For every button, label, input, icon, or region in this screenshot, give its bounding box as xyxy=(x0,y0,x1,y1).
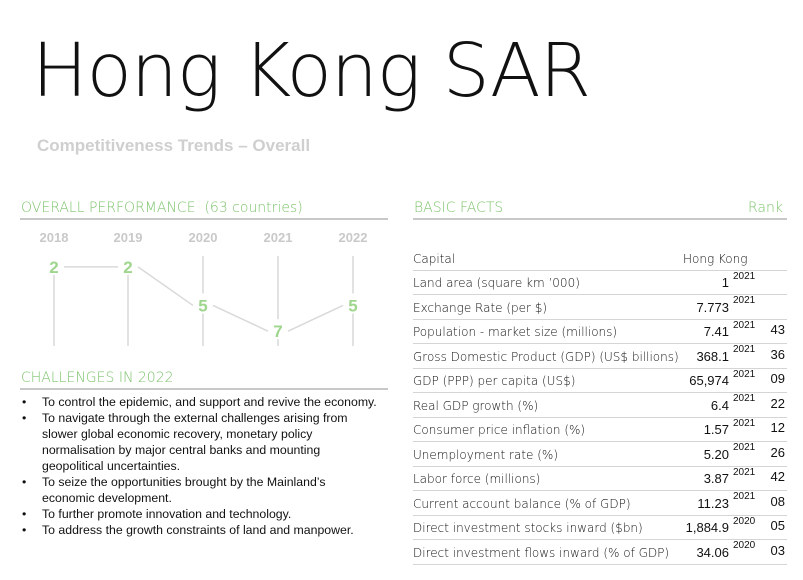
fact-rank: 12 xyxy=(770,420,785,435)
facts-table xyxy=(413,246,787,565)
fact-label: Direct investment stocks inward ($bn) xyxy=(413,521,643,535)
fact-rank: 05 xyxy=(770,518,785,533)
challenge-item: • To seize the opportunities brought by the Mainland’s economic development. xyxy=(20,474,380,506)
year-tick-label: 2022 xyxy=(338,230,368,245)
challenge-item: • To address the growth constraints of land and manpower. xyxy=(20,522,380,538)
fact-value: 7.41 xyxy=(703,324,729,339)
facts-row xyxy=(413,369,787,394)
year-tick-label: 2019 xyxy=(113,230,143,245)
fact-label: Unemployment rate (%) xyxy=(413,447,559,462)
fact-year: 2021 xyxy=(733,442,756,453)
fact-year: 2021 xyxy=(733,270,756,282)
fact-year: 2021 xyxy=(733,466,756,478)
challenges-heading: CHALLENGES IN 2022 xyxy=(21,370,174,386)
facts-capital-row xyxy=(413,246,787,271)
fact-value: 5.20 xyxy=(703,446,729,462)
year-tick-label: 2021 xyxy=(263,230,293,245)
fact-year: 2021 xyxy=(733,393,756,404)
fact-label: Real GDP growth (%) xyxy=(413,398,539,413)
fact-value: 1,884.9 xyxy=(685,520,729,535)
fact-value: 65,974 xyxy=(689,373,729,388)
challenges-rule xyxy=(20,388,388,390)
page-title: Hong Kong SAR xyxy=(32,28,591,114)
capital-label: Capital xyxy=(413,251,456,266)
facts-rank-heading: Rank xyxy=(748,200,783,216)
fact-rank: 22 xyxy=(770,395,785,411)
trend-segment xyxy=(213,305,268,331)
facts-rule xyxy=(413,218,787,220)
facts-row xyxy=(413,295,787,320)
fact-rank: 03 xyxy=(770,542,785,558)
facts-row xyxy=(413,418,787,443)
rank-point-label: 5 xyxy=(348,296,358,316)
fact-label: Current account balance (% of GDP) xyxy=(413,496,631,511)
fact-year: 2020 xyxy=(733,515,756,527)
year-tick-label: 2018 xyxy=(39,230,69,245)
fact-rank: 09 xyxy=(770,371,785,386)
capital-value: Hong Kong xyxy=(683,251,748,266)
facts-heading: BASIC FACTS xyxy=(414,200,504,216)
fact-year: 2021 xyxy=(733,491,756,502)
fact-value: 34.06 xyxy=(696,544,729,560)
fact-rank: 08 xyxy=(770,493,785,509)
fact-value: 6.4 xyxy=(710,397,729,413)
fact-value: 11.23 xyxy=(697,495,729,511)
fact-rank: 26 xyxy=(770,444,785,460)
fact-label: Direct investment flows inward (% of GDP) xyxy=(413,545,670,560)
fact-value: 1 xyxy=(721,275,729,290)
fact-year: 2021 xyxy=(733,368,756,380)
fact-value: 7.773 xyxy=(696,299,729,315)
rank-point-label: 5 xyxy=(198,296,208,316)
challenges-list xyxy=(20,394,380,538)
facts-row xyxy=(413,271,787,296)
fact-value: 368.1 xyxy=(696,348,729,364)
fact-year: 2021 xyxy=(733,319,756,331)
fact-year: 2021 xyxy=(733,417,756,429)
fact-rank: 43 xyxy=(770,322,785,337)
rank-point-label: 2 xyxy=(123,257,133,277)
fact-label: Exchange Rate (per $) xyxy=(413,300,548,315)
facts-row xyxy=(413,467,787,492)
fact-value: 3.87 xyxy=(703,471,729,486)
fact-value: 1.57 xyxy=(703,422,729,437)
performance-chart-svg xyxy=(20,222,390,352)
fact-label: GDP (PPP) per capita (US$) xyxy=(413,374,576,388)
facts-row xyxy=(413,540,787,565)
facts-row xyxy=(413,442,787,467)
performance-heading: OVERALL PERFORMANCE (63 countries) xyxy=(21,200,303,216)
performance-rule xyxy=(20,218,388,220)
fact-label: Land area (square km ’000) xyxy=(413,276,580,290)
page-subtitle: Competitiveness Trends – Overall xyxy=(37,136,311,155)
facts-row xyxy=(413,393,787,418)
fact-year: 2020 xyxy=(733,540,756,551)
facts-row xyxy=(413,491,787,516)
fact-label: Gross Domestic Product (GDP) (US$ billions) xyxy=(413,349,679,364)
rank-point-label: 7 xyxy=(273,322,283,342)
fact-year: 2021 xyxy=(733,344,756,355)
fact-rank: 42 xyxy=(770,469,785,484)
fact-rank: 36 xyxy=(770,346,785,362)
facts-row xyxy=(413,344,787,369)
year-tick-label: 2020 xyxy=(188,230,218,245)
trend-segment xyxy=(288,305,343,331)
challenge-item: • To further promote innovation and technology. xyxy=(20,506,380,522)
challenge-item: • To control the epidemic, and support and revive the economy. xyxy=(20,394,380,410)
challenge-item: • To navigate through the external challenges arising from slower global economic recovery, monetary policy normalisation by major central banks and mounting geopolitical uncertainties. xyxy=(20,410,380,474)
facts-row xyxy=(413,516,787,541)
performance-chart xyxy=(20,222,390,352)
facts-row xyxy=(413,320,787,345)
rank-point-label: 2 xyxy=(49,257,59,277)
fact-label: Population - market size (millions) xyxy=(413,325,618,339)
fact-label: Consumer price inflation (%) xyxy=(413,423,586,437)
trend-segment xyxy=(138,267,193,306)
fact-year: 2021 xyxy=(733,295,756,306)
fact-label: Labor force (millions) xyxy=(413,472,541,486)
